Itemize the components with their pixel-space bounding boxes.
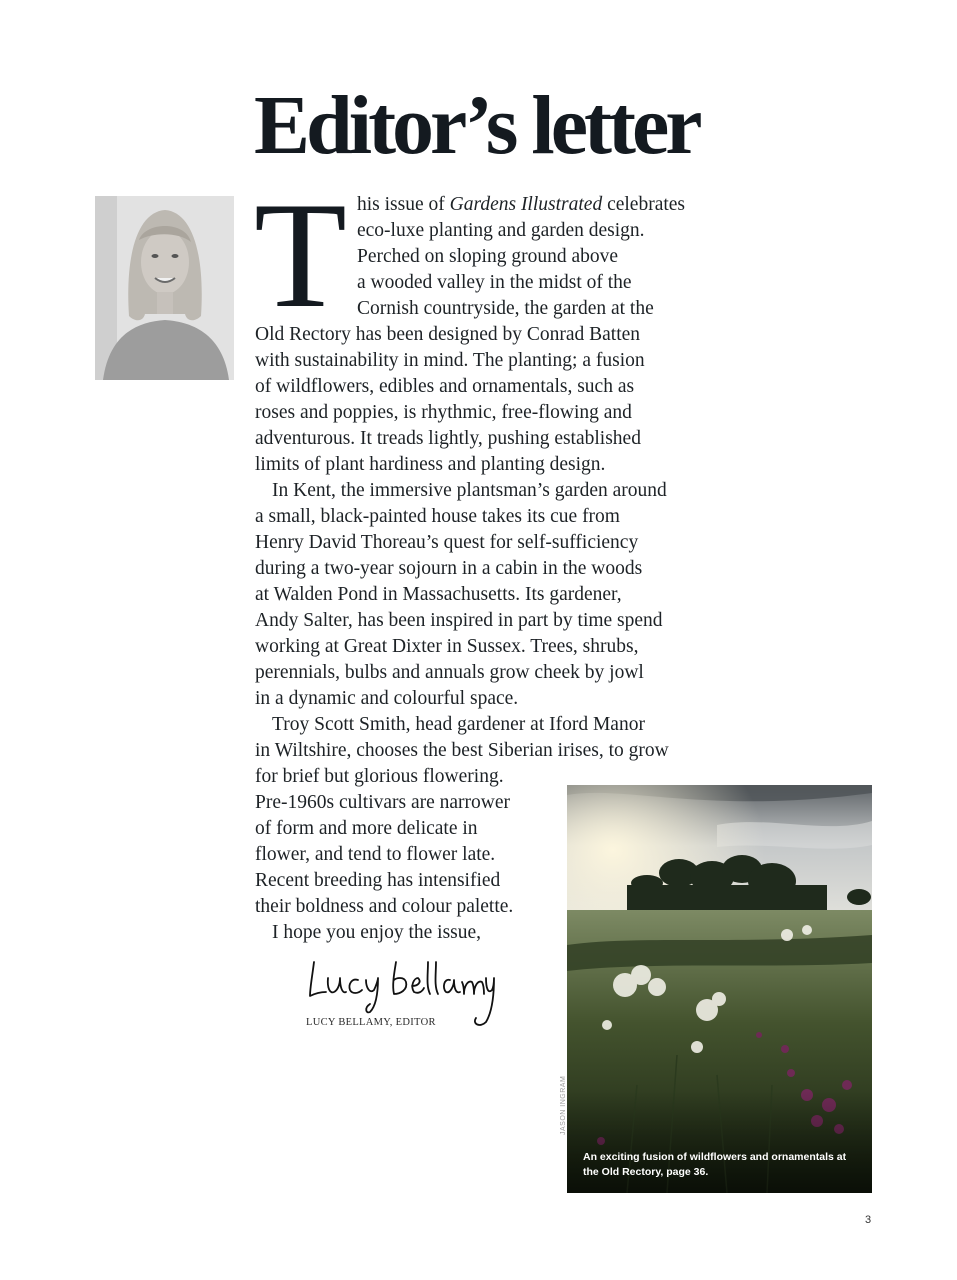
letter-line: Andy Salter, has been inspired in part by time spend [255,610,663,631]
letter-line: Henry David Thoreau’s quest for self-sufficiency [255,532,639,553]
letter-line: in a dynamic and colourful space. [255,688,519,709]
photo-credit: JASON INGRAM [560,1075,567,1135]
letter-line: eco-luxe planting and garden design. [357,220,645,241]
letter-line: perennials, bulbs and annuals grow cheek by jowl [255,662,644,683]
letter-line: working at Great Dixter in Sussex. Trees, shrubs, [255,636,639,657]
letter-line: Recent breeding has intensified [255,870,501,891]
letter-line: their boldness and colour palette. [255,896,514,917]
letter-line: I hope you enjoy the issue, [272,922,482,943]
letter-line: in Wiltshire, chooses the best Siberian irises, to grow [255,740,669,761]
page-number: 3 [865,1214,872,1226]
photo-caption: An exciting fusion of wildflowers and ornamentals at the Old Rectory, page 36. [583,1151,847,1178]
magazine-name: Gardens Illustrated [449,194,603,215]
letter-line: Perched on sloping ground above [357,246,619,267]
letter-line: with sustainability in mind. The planting; a fusion [255,350,645,371]
letter-line: of wildflowers, edibles and ornamentals, such as [255,376,635,397]
letter-line: Old Rectory has been designed by Conrad Batten [255,324,641,345]
letter-line: of form and more delicate in [255,818,478,839]
signature-name: LUCY BELLAMY, EDITOR [306,1017,436,1028]
letter-line: limits of plant hardiness and planting design. [255,454,606,475]
letter-line: Troy Scott Smith, head gardener at Iford Manor [272,714,645,735]
letter-line: Cornish countryside, the garden at the [357,298,654,319]
letter-line-text: his issue of [357,194,450,215]
letter-line: In Kent, the immersive plantsman’s garden around [272,480,667,501]
letter-line: roses and poppies, is rhythmic, free-flowing and [255,402,632,423]
letter-line: adventurous. It treads lightly, pushing established [255,428,641,449]
letter-line: at Walden Pond in Massachusetts. Its gardener, [255,584,622,605]
letter-line: during a two-year sojourn in a cabin in the woods [255,558,643,579]
editor-portrait [95,196,234,380]
letter-line: Pre-1960s cultivars are narrower [255,792,511,813]
letter-line: a small, black-painted house takes its cue from [255,506,620,527]
garden-photo [567,785,872,1193]
letter-line: for brief but glorious flowering. [255,766,504,787]
letter-line [357,192,685,218]
letter-line: a wooded valley in the midst of the [357,272,632,293]
letter-line: flower, and tend to flower late. [255,844,496,865]
page-title: Editor’s letter [254,79,699,172]
letter-line-suffix: celebrates [602,194,686,215]
drop-cap: T [254,171,347,339]
